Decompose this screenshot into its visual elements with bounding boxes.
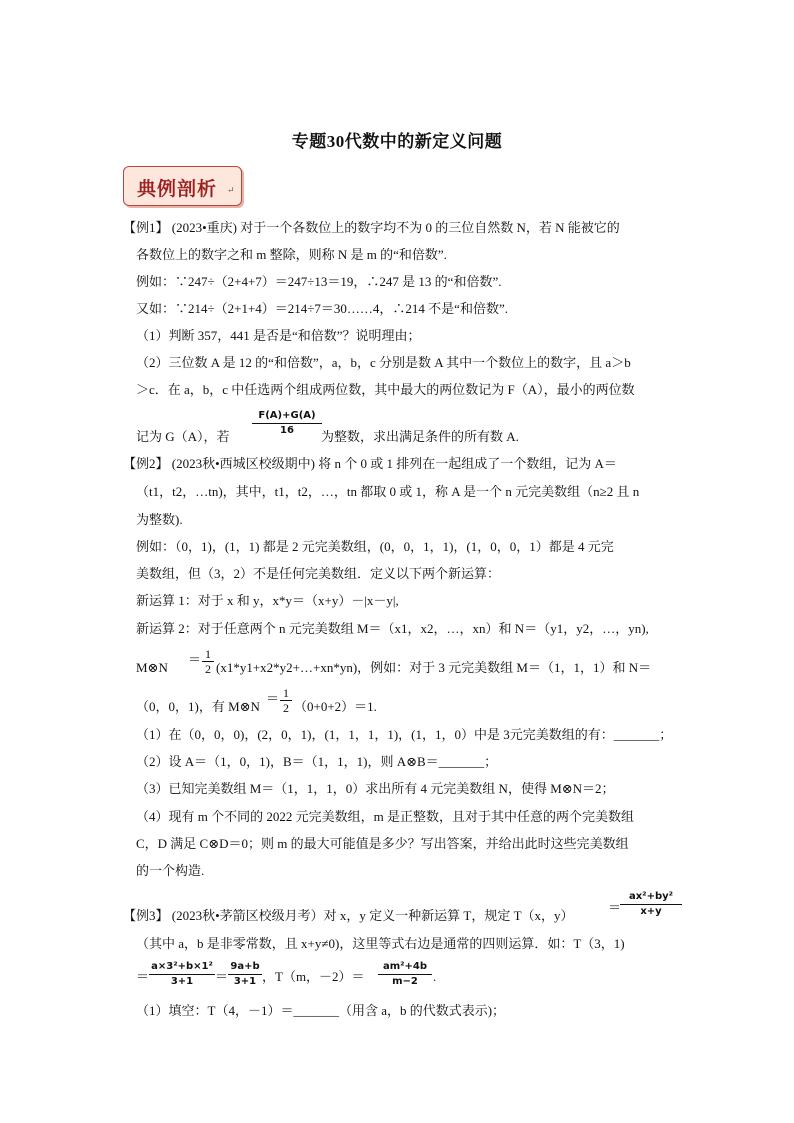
ex1-line1: 【例1】 (2023•重庆) 对于一个各数位上的数字均不为 0 的三位自然数 N，若 N 能被它的 — [123, 220, 620, 235]
ex2-example-result: （0+0+2）＝1. — [294, 699, 377, 714]
ex1-question2-line3a: 记为 G（A），若 — [136, 429, 230, 444]
ex3-line3-eq2: ＝ — [215, 969, 229, 984]
ex2-mn-label: M⊗N — [136, 660, 168, 675]
ex1-fraction-den: 16 — [280, 425, 294, 436]
ex2-mn-equals: ＝ — [188, 652, 202, 667]
section-badge-label: 典例剖析 — [137, 179, 218, 200]
ex3-question1: （1）填空：T（4，－1）＝_______（用含 a，b 的代数式表示)； — [136, 1003, 506, 1018]
ex1-question2-line2: ＞c．在 a，b，c 中任选两个组成两位数，其中最大的两位数记为 F（A），最小的两位数 — [136, 382, 635, 397]
page-title: 专题30代数中的新定义问题 — [291, 132, 503, 151]
ex2-line1: 【例2】 (2023秋•西城区校级期中) 将 n 个 0 或 1 排列在一起组成了一个数组，记为 A＝ — [123, 456, 617, 471]
ex2-question2: （2）设 A＝（1，0，1)，B＝（1，1，1)，则 A⊗B＝_______； — [136, 754, 498, 769]
ex2-line4: 例如：（0，1)，(1，1) 都是 2 元完美数组，(0，0，1，1)，(1，0，0，1）都是 4 元完 — [136, 539, 614, 554]
ex3-t-den: x+y — [640, 906, 662, 917]
ex2-new-op2: 新运算 2：对于任意两个 n 元完美数组 M＝（x1，x2，…，xn）和 N＝（y1，y2，…，yn), — [136, 621, 649, 636]
ex1-question1: （1）判断 357，441 是否是“和倍数”？说明理由； — [136, 328, 421, 343]
ex3-line3-mid: ，T（m，－2）＝ — [262, 969, 365, 984]
ex1-fraction-num: F(A)+G(A) — [252, 409, 322, 424]
paragraph-mark-icon: ↵ — [227, 185, 235, 195]
section-badge — [123, 166, 242, 206]
ex2-example: （0，0，1)，有 M⊗N — [136, 699, 260, 714]
ex3-t-num: ax²+by² — [620, 890, 682, 905]
ex2-example-num: 1 — [280, 686, 292, 701]
ex2-mn-formula: (x1*y1+x2*y2+…+xn*yn)，例如：对于 3 元完美数组 M＝（1，1，1）和 N＝ — [216, 660, 652, 675]
ex1-fraction — [252, 409, 322, 438]
ex2-example-equals: ＝ — [266, 691, 280, 706]
ex3-frac3 — [378, 960, 432, 989]
ex3-line2: （其中 a，b 是非零常数，且 x+y≠0)，这里等式右边是通常的四则运算．如：T（3，1) — [136, 936, 625, 951]
ex2-example-fraction — [280, 686, 292, 715]
ex2-question4-line1: （4）现有 m 个不同的 2022 元完美数组，m 是正整数，且对于其中任意的两个完美数组 — [136, 809, 634, 824]
ex2-half-fraction — [202, 647, 214, 676]
ex3-line3-end: . — [433, 969, 437, 984]
ex2-question4-line2: C，D 满足 C⊗D＝0；则 m 的最大可能值是多少？写出答案，并给出此时这些完美数组 — [136, 836, 629, 851]
ex3-t-fraction — [620, 890, 682, 919]
ex3-frac3-num: am²+4b — [378, 960, 432, 975]
ex3-frac1 — [149, 960, 215, 989]
ex2-question4-line3: 的一个构造. — [136, 863, 205, 878]
ex1-question2-line3b: 为整数，求出满足条件的所有数 A. — [321, 429, 519, 444]
ex3-frac1-num: a×3²+b×1² — [149, 960, 215, 975]
ex3-frac3-den: m−2 — [392, 976, 418, 987]
ex2-line2: （t1，t2，…tn)，其中，t1，t2，…，tn 都取 0 或 1，称 A 是一个 n 元完美数组（n≥2 且 n — [136, 484, 640, 499]
ex2-question1: （1）在（0，0，0)，(2，0，1)，(1，1，1，1)，(1，1，0）中是 3元完美数组的有：_______； — [136, 727, 673, 742]
ex3-frac2-den: 3+1 — [233, 976, 257, 987]
ex1-line2: 各数位上的数字之和 m 整除，则称 N 是 m 的“和倍数”. — [136, 247, 447, 262]
ex2-half-den: 2 — [205, 662, 211, 676]
ex3-line1: 【例3】 (2023秋•茅箭区校级月考）对 x，y 定义一种新运算 T，规定 T（x，y） — [123, 908, 574, 923]
ex2-question3: （3）已知完美数组 M＝（1，1，1，0）求出所有 4 元完美数组 N，使得 M⊗N＝2； — [136, 781, 615, 796]
ex3-frac2-num: 9a+b — [228, 960, 262, 975]
ex1-line4: 又如：∵214÷（2+1+4）＝214÷7＝30……4，∴214 不是“和倍数”. — [136, 301, 508, 316]
ex3-t-equals: ＝ — [608, 900, 622, 915]
ex2-example-den: 2 — [283, 701, 289, 715]
ex3-frac2 — [228, 960, 262, 989]
ex2-line5: 美数组，但（3，2）不是任何完美数组．定义以下两个新运算： — [136, 566, 501, 581]
ex2-half-num: 1 — [202, 647, 214, 662]
ex2-line3: 为整数). — [136, 512, 183, 527]
ex3-frac1-den: 3+1 — [170, 976, 194, 987]
ex1-line3: 例如：∵247÷（2+4+7）＝247÷13＝19，∴247 是 13 的“和倍数”. — [136, 274, 502, 289]
ex1-question2-line1: （2）三位数 A 是 12 的“和倍数”，a，b，c 分别是数 A 其中一个数位上的数字，且 a＞b — [136, 355, 631, 370]
ex2-new-op1: 新运算 1：对于 x 和 y，x*y＝（x+y）－|x－y|, — [136, 593, 399, 608]
ex3-line3-eq1: ＝ — [136, 969, 150, 984]
